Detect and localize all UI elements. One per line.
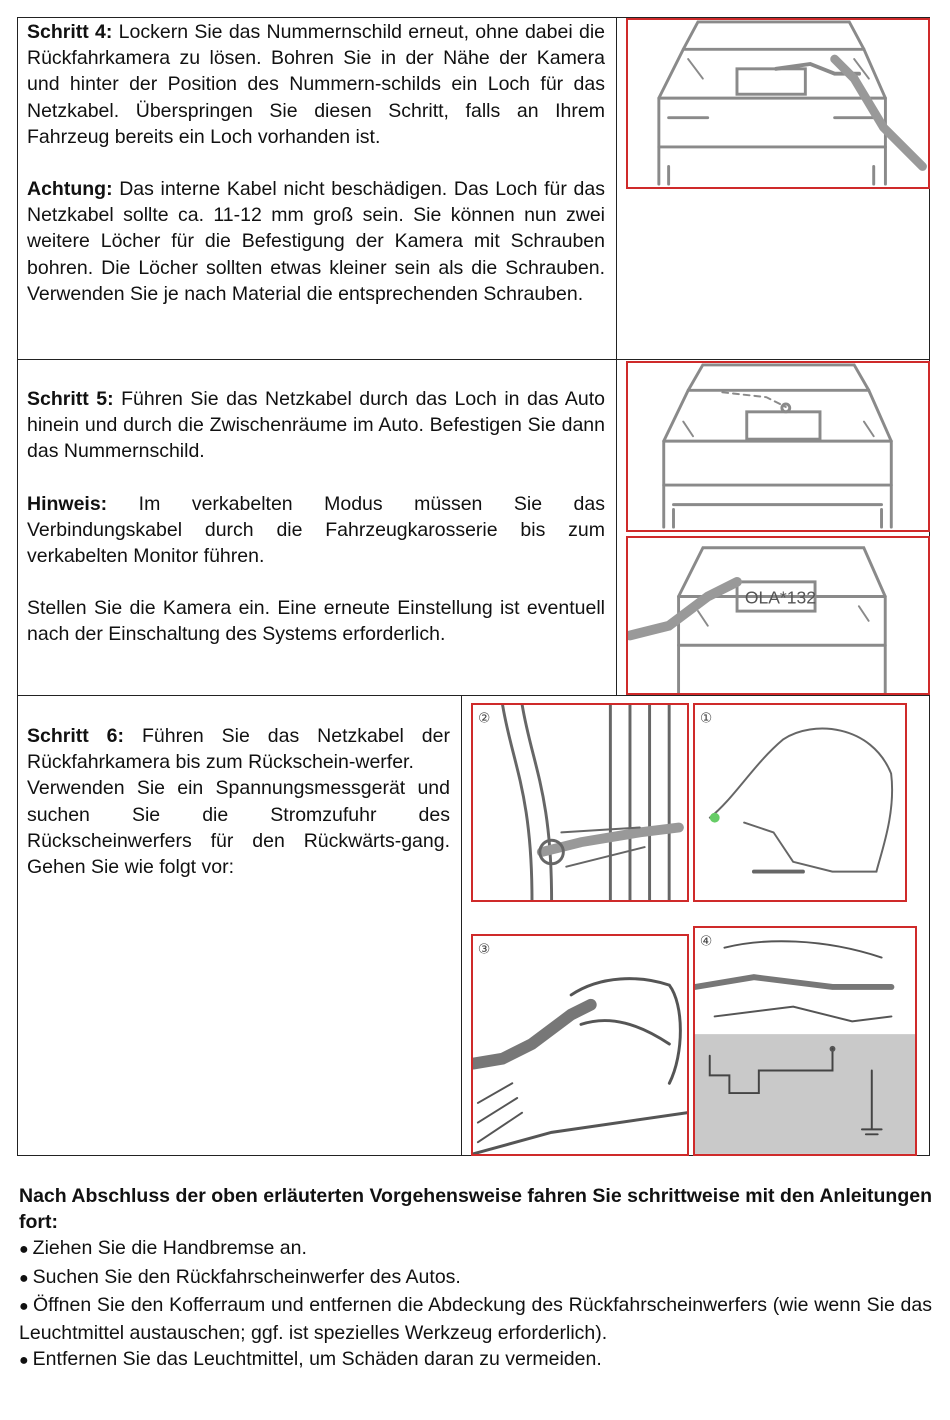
step6-text-block xyxy=(27,723,450,880)
step4-warning-label: Achtung: xyxy=(27,178,113,201)
col-divider-1 xyxy=(616,18,617,359)
step6-figure-probe xyxy=(471,934,689,1156)
step5-text: Führen Sie das Netzkabel durch das Loch in das Auto hinein und durch die Zwischenräume im Auto. Befestigen Sie dann das Nummernschild. xyxy=(27,388,605,463)
step6-fig-number-1: ① xyxy=(700,710,713,727)
step5-adjust-text: Stellen Sie die Kamera ein. Eine erneute Einstellung ist eventuell nach der Einschaltung des Systems erforderlich. xyxy=(27,597,605,646)
step6-text: Führen Sie das Netzkabel der Rückfahrkamera bis zum Rückschein-werfer. xyxy=(27,725,450,774)
step5-figure-cable-route xyxy=(626,361,930,532)
after-item-3: ● Öffnen Sie den Kofferraum und entfernen die Abdeckung des Rückfahrscheinwerfers (wie wenn Sie das Leuchtmittel austauschen; ggf. ist spezielles Werkzeug erforderlich). xyxy=(19,1293,932,1345)
step5-hint-label: Hinweis: xyxy=(27,492,108,515)
step4-warning-text: Das interne Kabel nicht beschädigen. Das Loch für das Netzkabel sollte ca. 11-12 mm groß sein. Sie können nun zwei weitere Löcher für die Befestigung der Kamera mit Schrauben bohren. Die Löcher sollten etwas kleiner sein als die Schrauben. Verwenden Sie je nach Material die entsprechenden Schrauben. xyxy=(27,178,605,305)
step5-text-block xyxy=(27,386,605,648)
step5-hint-text: Im verkabelten Modus müssen Sie das Verbindungskabel durch die Fahrzeugkarosserie bis zum verkabelten Monitor führen. xyxy=(27,492,605,568)
row-divider-1 xyxy=(18,359,929,360)
step4-label: Schritt 4: xyxy=(27,21,113,43)
step6-figure-test-cable xyxy=(693,703,907,902)
step6-figure-wiring xyxy=(693,926,917,1156)
step6-text2: Verwenden Sie ein Spannungsmessgerät und suchen Sie die Stromzufuhr des Rückscheinwerfers für den Rückwärts-gang. Gehen Sie wie folgt vor: xyxy=(27,777,450,879)
step6-figure-connector xyxy=(471,703,689,902)
step4-text-block xyxy=(27,19,605,307)
step5-plate-text: OLA*132 xyxy=(744,587,817,608)
step6-fig-number-4: ④ xyxy=(699,933,713,950)
after-item-1: ● Ziehen Sie die Handbremse an. xyxy=(19,1237,307,1260)
after-item-2: ● Suchen Sie den Rückfahrscheinwerfer des Autos. xyxy=(19,1265,461,1288)
row-divider-2 xyxy=(18,695,929,696)
after-item-4: ● Entfernen Sie das Leuchtmittel, um Schäden daran zu vermeiden. xyxy=(19,1348,602,1371)
col-divider-3 xyxy=(461,695,462,1156)
col-divider-2 xyxy=(616,359,617,695)
after-section xyxy=(19,1183,932,1374)
step5-figure-mount-plate xyxy=(626,536,930,695)
after-heading: Nach Abschluss der oben erläuterten Vorgehensweise fahren Sie schrittweise mit den Anleitungen fort: xyxy=(19,1185,932,1234)
step4-figure-car-drilling xyxy=(626,18,930,189)
step6-fig-number-2: ② xyxy=(478,710,491,727)
step6-fig-number-3: ③ xyxy=(477,941,491,958)
step6-label: Schritt 6: xyxy=(27,725,125,747)
step4-text: Lockern Sie das Nummernschild erneut, ohne dabei die Rückfahrkamera zu lösen. Bohren Sie in der Nähe der Kamera und hinter der Position des Nummern-schilds ein Loch für das Netzkabel. Überspringen Sie diesen Schritt, falls an Ihrem Fahrzeug bereits ein Loch vorhanden ist. xyxy=(27,21,605,148)
step5-label: Schritt 5: xyxy=(27,388,114,410)
